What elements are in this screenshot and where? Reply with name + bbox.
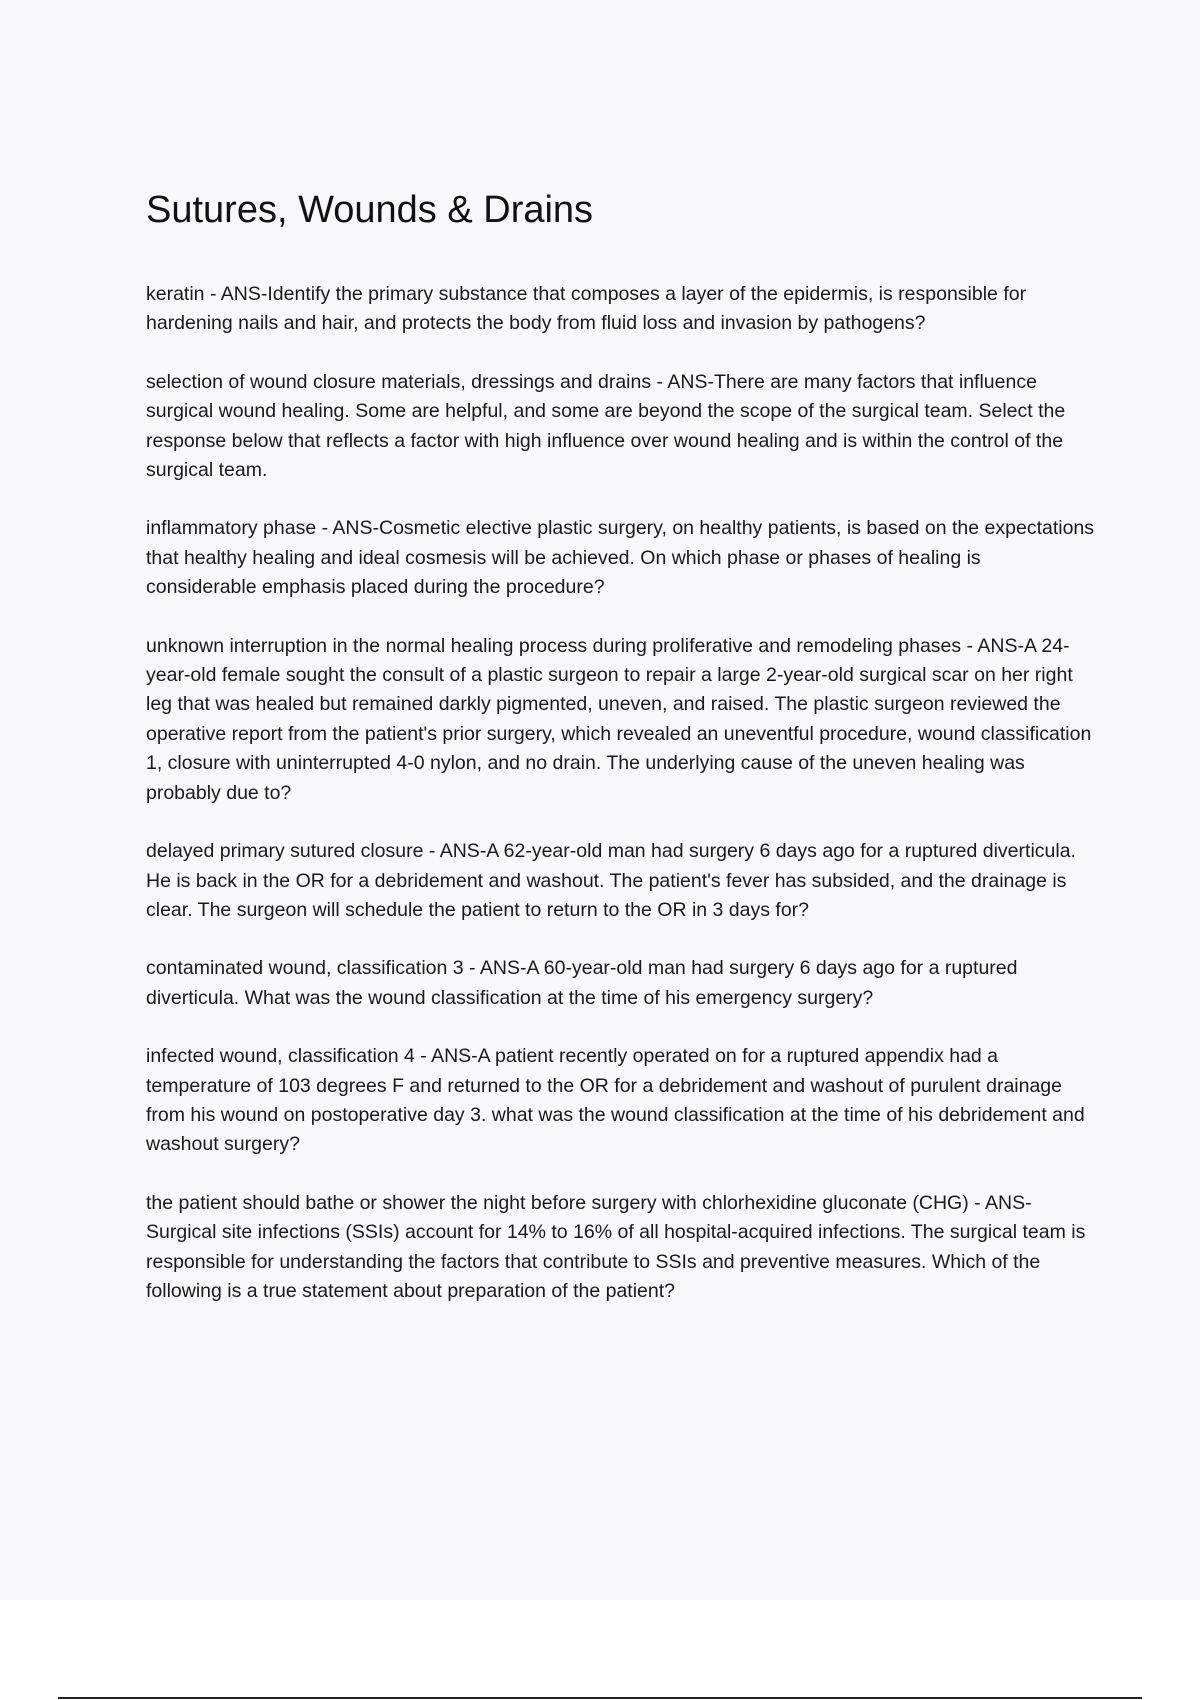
footer-divider (58, 1697, 1142, 1699)
qa-entry: infected wound, classification 4 - ANS-A patient recently operated on for a ruptured appendix had a temperature of 103 degrees F and returned to the OR for a debridement and washout of purulent drainage from his wound on postoperative day 3. what was the wound classification at the time of his debridement and washout surgery? (146, 1045, 1085, 1156)
qa-entry: selection of wound closure materials, dressings and drains - ANS-There are many factors that influence surgical wound healing. Some are helpful, and some are beyond the scope of the surgical team. Select the response below that reflects a factor with high influence over wound healing and is within the control of the surgical team. (146, 370, 1066, 482)
page-title: Sutures, Wounds & Drains (146, 189, 594, 231)
document-content (146, 186, 1096, 1335)
qa-entry: inflammatory phase - ANS-Cosmetic elective plastic surgery, on healthy patients, is based on the expectations that healthy healing and ideal cosmesis will be achieved. On which phase or phases of healing is considerable emphasis placed during the procedure? (146, 517, 1095, 599)
qa-entry: contaminated wound, classification 3 - ANS-A 60-year-old man had surgery 6 days ago for a ruptured diverticula. What was the wound classification at the time of his emergency surgery? (146, 957, 1018, 1009)
qa-entry: the patient should bathe or shower the night before surgery with chlorhexidine gluconate (CHG) - ANS-Surgical site infections (SSIs) account for 14% to 16% of all hospital-acquired infections. The surgical team is responsible for understanding the factors that contribute to SSIs and preventive measures. Which of the following is a true statement about preparation of the patient? (146, 1191, 1086, 1302)
qa-entry: keratin - ANS-Identify the primary substance that composes a layer of the epidermis, is responsible for hardening nails and hair, and protects the body from fluid loss and invasion by pathogens? (146, 283, 1027, 335)
qa-entry: delayed primary sutured closure - ANS-A 62-year-old man had surgery 6 days ago for a ruptured diverticula. He is back in the OR for a debridement and washout. The patient's fever has subsided, and the drainage is clear. The surgeon will schedule the patient to return to the OR in 3 days for? (146, 840, 1076, 921)
qa-entry: unknown interruption in the normal healing process during proliferative and remodeling phases - ANS-A 24-year-old female sought the consult of a plastic surgeon to repair a large 2-year-old surgical scar on her right leg that was healed but remained darkly pigmented, uneven, and raised. The plastic surgeon reviewed the operative report from the patient's prior surgery, which revealed an uneventful procedure, wound classification 1, closure with uninterrupted 4-0 nylon, and no drain. The underlying cause of the uneven healing was probably due to? (146, 634, 1092, 804)
